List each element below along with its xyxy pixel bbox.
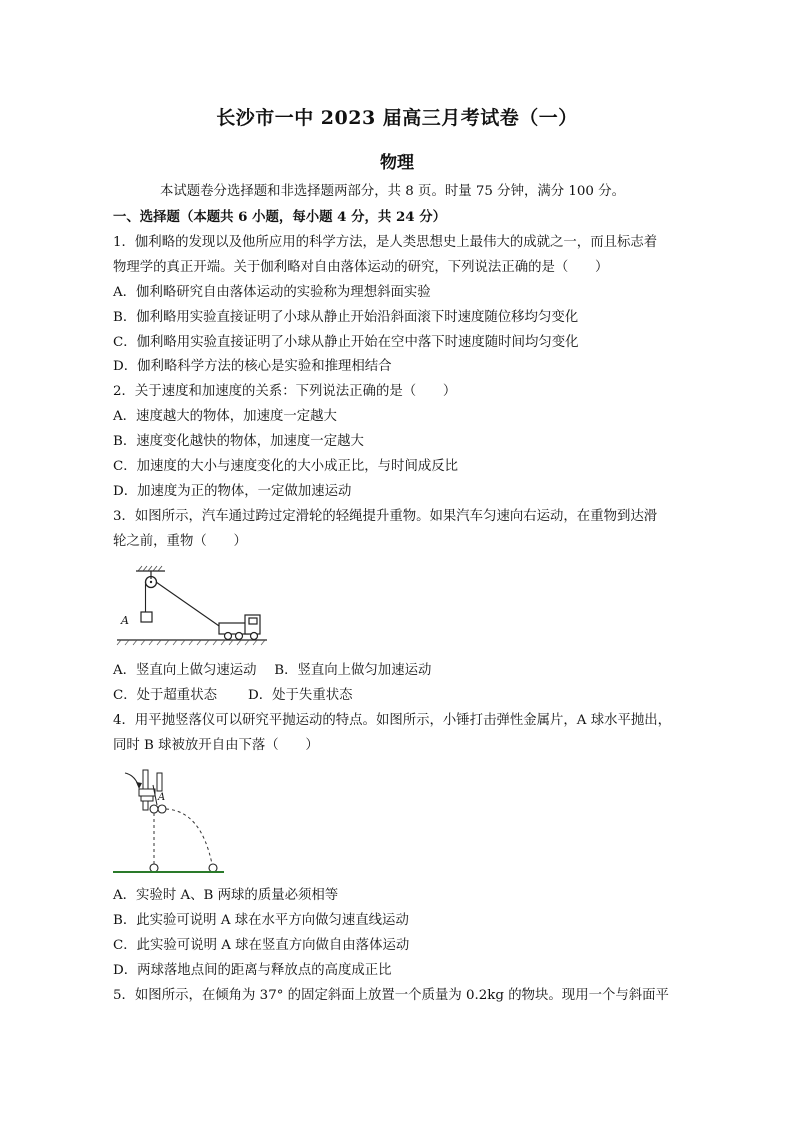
subject-title: 物理 bbox=[380, 153, 414, 173]
q2-stem: 2．关于速度和加速度的关系：下列说法正确的是（ ） bbox=[113, 384, 457, 399]
q4-label-a: A bbox=[158, 792, 166, 803]
weight-block bbox=[141, 612, 152, 622]
q4-projectile-figure bbox=[113, 765, 225, 877]
q3-label-a: A bbox=[121, 614, 129, 627]
page-title: 长沙市一中 2023 届高三月考试卷（一） bbox=[216, 107, 578, 129]
q1-option-a: A．伽利略研究自由落体运动的实验称为理想斜面实验 bbox=[113, 285, 431, 300]
hammer-head bbox=[139, 789, 155, 796]
q3-options-line2: C．处于超重状态 D．处于失重状态 bbox=[113, 688, 353, 703]
q1-option-b: B．伽利略用实验直接证明了小球从静止开始沿斜面滚下时速度随位移均匀变化 bbox=[113, 310, 579, 325]
ball-b-landed bbox=[150, 864, 158, 872]
q1-option-c: C．伽利略用实验直接证明了小球从静止开始在空中落下时速度随时间均匀变化 bbox=[113, 335, 579, 350]
q5-stem-line1: 5．如图所示，在倾角为 37° 的固定斜面上放置一个质量为 0.2kg 的物块。现用一个与斜面平 bbox=[113, 988, 669, 1003]
truck-icon bbox=[219, 615, 260, 640]
q4-option-b: B．此实验可说明 A 球在水平方向做匀速直线运动 bbox=[113, 913, 409, 928]
hammer-arrow bbox=[125, 773, 139, 787]
q4-option-d: D．两球落地点间的距离与释放点的高度成正比 bbox=[113, 963, 392, 978]
ball-a-start bbox=[158, 805, 166, 813]
q3-stem-line1: 3．如图所示，汽车通过跨过定滑轮的轻绳提升重物。如果汽车匀速向右运动，在重物到达滑 bbox=[113, 509, 658, 524]
q3-pulley-truck-figure bbox=[115, 565, 270, 647]
q2-option-d: D．加速度为正的物体，一定做加速运动 bbox=[113, 484, 352, 499]
ball-a-landed bbox=[209, 864, 217, 872]
section-heading: 一、选择题（本题共 6 小题，每小题 4 分，共 24 分） bbox=[113, 209, 447, 225]
q4-stem-line1: 4．用平抛竖落仪可以研究平抛运动的特点。如图所示，小锤打击弹性金属片，A 球水平抛出， bbox=[113, 713, 672, 728]
q4-stem-line2: 同时 B 球被放开自由下落（ ） bbox=[113, 738, 319, 753]
q4-option-c: C．此实验可说明 A 球在竖直方向做自由落体运动 bbox=[113, 938, 410, 953]
q3-options-line1: A．竖直向上做匀速运动 B．竖直向上做匀加速运动 bbox=[113, 663, 432, 678]
q1-stem-line2: 物理学的真正开端。关于伽利略对自由落体运动的研究，下列说法正确的是（ ） bbox=[113, 260, 609, 275]
q2-option-a: A．速度越大的物体，加速度一定越大 bbox=[113, 409, 337, 424]
q3-stem-line2: 轮之前，重物（ ） bbox=[113, 534, 247, 549]
rope-slanted bbox=[156, 582, 222, 628]
q4-option-a: A．实验时 A、B 两球的质量必须相等 bbox=[113, 888, 339, 903]
q2-option-b: B．速度变化越快的物体，加速度一定越大 bbox=[113, 434, 364, 449]
ceiling-hatch bbox=[138, 566, 162, 571]
ball-b-start bbox=[150, 805, 158, 813]
q1-option-d: D．伽利略科学方法的核心是实验和推理相结合 bbox=[113, 359, 392, 374]
q1-stem-line1: 1．伽利略的发现以及他所应用的科学方法，是人类思想史上最伟大的成就之一，而且标志着 bbox=[113, 235, 658, 250]
exam-intro: 本试题卷分选择题和非选择题两部分，共 8 页。时量 75 分钟，满分 100 分。 bbox=[160, 184, 625, 199]
metal-sheet bbox=[157, 773, 162, 791]
ball-a-path bbox=[166, 809, 212, 864]
ground-hatch bbox=[117, 640, 265, 645]
q2-option-c: C．加速度的大小与速度变化的大小成正比，与时间成反比 bbox=[113, 459, 459, 474]
